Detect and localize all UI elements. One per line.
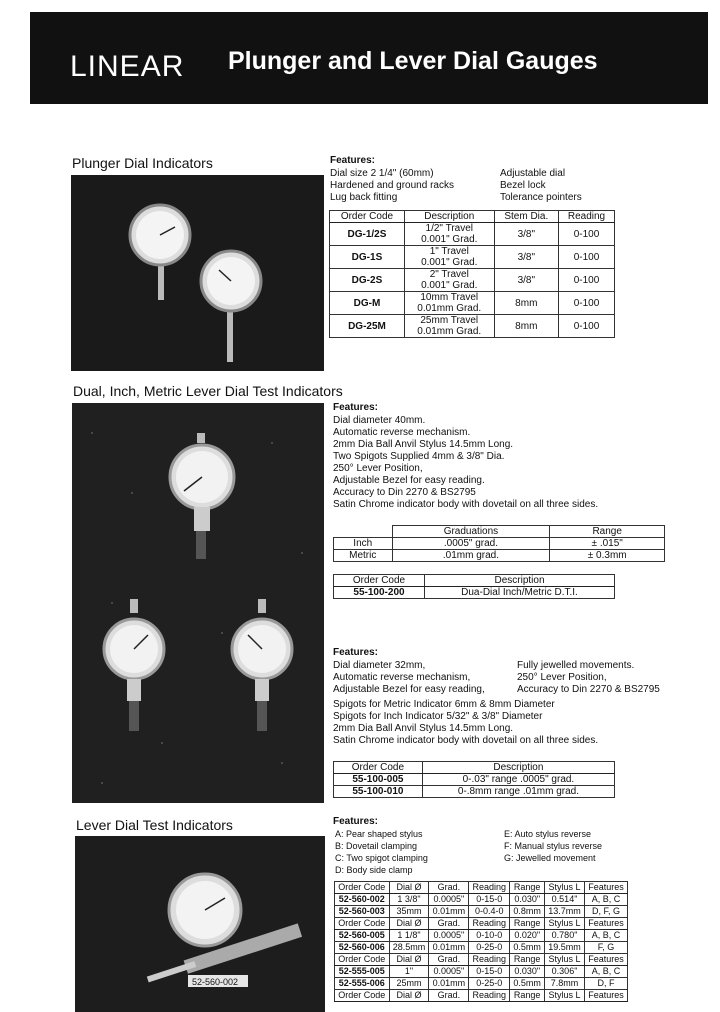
col-dial-dia: Dial Ø	[389, 990, 429, 1002]
dial-dia: 25mm	[389, 978, 429, 990]
table-row	[335, 906, 628, 918]
graduation: .01mm grad.	[392, 550, 550, 562]
dial-dia: 1 3/8"	[389, 894, 429, 906]
plunger-heading: Plunger Dial Indicators	[72, 155, 213, 171]
range: ± 0.3mm	[550, 550, 665, 562]
order-code: DG-M	[330, 292, 405, 315]
col-features: Features	[584, 990, 627, 1002]
col-stem-dia: Stem Dia.	[494, 211, 558, 223]
col-order-code: Order Code	[330, 211, 405, 223]
table-row	[334, 786, 615, 798]
table-row	[330, 246, 615, 269]
single-features-label: Features:	[333, 647, 379, 658]
col-description: Description	[425, 575, 615, 587]
dual-order-table	[333, 574, 615, 599]
dual-features	[333, 415, 598, 511]
description	[404, 223, 494, 246]
description: 0-.8mm range .01mm grad.	[422, 786, 614, 798]
table-row	[335, 930, 628, 942]
features: A, B, C	[584, 894, 627, 906]
description	[404, 269, 494, 292]
single-features-right	[517, 660, 660, 696]
col-order-code: Order Code	[335, 990, 390, 1002]
single-features-left	[333, 660, 485, 696]
features: A, B, C	[584, 966, 627, 978]
col-range: Range	[510, 918, 545, 930]
feature-item: Spigots for Inch Indicator 5/32" & 3/8" Diameter	[333, 711, 543, 722]
dual-heading: Dual, Inch, Metric Lever Dial Test Indicators	[73, 383, 343, 399]
stylus-length: 13.7mm	[545, 906, 585, 918]
col-dial-dia: Dial Ø	[389, 918, 429, 930]
col-order-code: Order Code	[334, 575, 425, 587]
feature-item: 250° Lever Position,	[517, 672, 607, 683]
table-row	[335, 966, 628, 978]
range-header: Range	[550, 526, 665, 538]
col-reading: Reading	[469, 990, 510, 1002]
dial-dia: 28.5mm	[389, 942, 429, 954]
lever-features-left	[335, 828, 428, 876]
col-dial-dia: Dial Ø	[389, 882, 429, 894]
table-header-row	[335, 918, 628, 930]
desc-travel: 1/2" Travel	[425, 223, 473, 234]
features: D, F, G	[584, 906, 627, 918]
feature-item: E: Auto stylus reverse	[504, 829, 592, 839]
order-code: DG-2S	[330, 269, 405, 292]
order-code: 52-560-003	[335, 906, 390, 918]
plunger-features-left	[330, 168, 454, 204]
stylus-length: 0.514"	[545, 894, 585, 906]
table-row	[335, 942, 628, 954]
col-stylus-length: Stylus L	[545, 882, 585, 894]
lever-indicators-image	[72, 403, 324, 803]
brand-logo: LINEAR	[70, 50, 185, 83]
stylus-length: 7.8mm	[545, 978, 585, 990]
feature-item: B: Dovetail clamping	[335, 841, 418, 851]
reading: 0-100	[558, 315, 614, 338]
reading: 0-25-0	[469, 942, 510, 954]
order-code: 55-100-010	[334, 786, 423, 798]
lever-features-right	[504, 828, 602, 864]
order-code: DG-1S	[330, 246, 405, 269]
order-code: 55-100-200	[334, 587, 425, 599]
table-row	[330, 315, 615, 338]
table-header-row	[335, 882, 628, 894]
col-order-code: Order Code	[335, 918, 390, 930]
stylus-length: 19.5mm	[545, 942, 585, 954]
desc-travel: 25mm Travel	[420, 315, 479, 326]
range: 0.030"	[510, 894, 545, 906]
col-stylus-length: Stylus L	[545, 918, 585, 930]
table-header-row	[335, 990, 628, 1002]
feature-item: A: Pear shaped stylus	[335, 829, 423, 839]
feature-item: Accuracy to Din 2270 & BS2795	[517, 684, 660, 695]
stem-dia: 8mm	[494, 292, 558, 315]
order-code: 55-100-005	[334, 774, 423, 786]
unit-name: Metric	[334, 550, 393, 562]
grad: 0.01mm	[429, 978, 469, 990]
col-description: Description	[404, 211, 494, 223]
feature-item: F: Manual stylus reverse	[504, 841, 603, 851]
unit-name: Inch	[334, 538, 393, 550]
col-description: Description	[422, 762, 614, 774]
table-header-row	[334, 575, 615, 587]
table-header-row	[335, 954, 628, 966]
col-reading: Reading	[469, 882, 510, 894]
stylus-length: 0.306"	[545, 966, 585, 978]
col-reading: Reading	[469, 918, 510, 930]
feature-item: Tolerance pointers	[500, 192, 582, 203]
feature-item: Automatic reverse mechanism,	[333, 672, 471, 683]
feature-item: Satin Chrome indicator body with dovetail on all three sides.	[333, 499, 599, 510]
col-grad: Grad.	[429, 882, 469, 894]
plunger-photo	[71, 175, 324, 371]
stem-dia: 3/8"	[494, 269, 558, 292]
grad: 0.0005"	[429, 930, 469, 942]
reading: 0-100	[558, 269, 614, 292]
table-row	[330, 223, 615, 246]
order-code: 52-560-005	[335, 930, 390, 942]
feature-item: G: Jewelled movement	[504, 853, 596, 863]
plunger-features-right	[500, 168, 582, 204]
grad: 0.01mm	[429, 942, 469, 954]
feature-item: 2mm Dia Ball Anvil Stylus 14.5mm Long.	[333, 439, 514, 450]
dial-dia: 1"	[389, 966, 429, 978]
order-code: 52-560-002	[335, 894, 390, 906]
col-reading: Reading	[469, 954, 510, 966]
dual-photo	[72, 403, 324, 803]
grad: 0.0005"	[429, 894, 469, 906]
feature-item: Satin Chrome indicator body with dovetail on all three sides.	[333, 735, 599, 746]
desc-grad: 0.001" Grad.	[421, 257, 478, 268]
table-row	[334, 550, 665, 562]
feature-item: Adjustable dial	[500, 168, 566, 179]
feature-item: Fully jewelled movements.	[517, 660, 635, 671]
plunger-features-label: Features:	[330, 155, 376, 166]
reading: 0-100	[558, 246, 614, 269]
col-dial-dia: Dial Ø	[389, 954, 429, 966]
features: F, G	[584, 942, 627, 954]
table-row	[334, 538, 665, 550]
stem-dia: 3/8"	[494, 223, 558, 246]
desc-grad: 0.001" Grad.	[421, 280, 478, 291]
desc-grad: 0.01mm Grad.	[417, 326, 482, 337]
desc-grad: 0.001" Grad.	[421, 234, 478, 245]
page-title: Plunger and Lever Dial Gauges	[228, 47, 598, 75]
reading: 0-100	[558, 292, 614, 315]
feature-item: Automatic reverse mechanism.	[333, 427, 471, 438]
feature-item: Two Spigots Supplied 4mm & 3/8" Dia.	[333, 451, 505, 462]
col-features: Features	[584, 954, 627, 966]
table-header-row	[334, 762, 615, 774]
table-row	[334, 587, 615, 599]
range: 0.030"	[510, 966, 545, 978]
col-grad: Grad.	[429, 990, 469, 1002]
feature-item: Accuracy to Din 2270 & BS2795	[333, 487, 476, 498]
col-grad: Grad.	[429, 918, 469, 930]
feature-item: Spigots for Metric Indicator 6mm & 8mm Diameter	[333, 699, 555, 710]
table-row	[330, 292, 615, 315]
table-header-row	[330, 211, 615, 223]
range: 0.8mm	[510, 906, 545, 918]
range: 0.5mm	[510, 942, 545, 954]
feature-item: C: Two spigot clamping	[335, 853, 428, 863]
reading: 0-25-0	[469, 978, 510, 990]
features: A, B, C	[584, 930, 627, 942]
range: 0.5mm	[510, 978, 545, 990]
feature-item: Hardened and ground racks	[330, 180, 454, 191]
reading: 0-0.4-0	[469, 906, 510, 918]
lever-photo	[75, 836, 325, 1012]
feature-item: Dial diameter 32mm,	[333, 660, 426, 671]
col-features: Features	[584, 882, 627, 894]
feature-item: Bezel lock	[500, 180, 546, 191]
table-row	[334, 774, 615, 786]
col-order-code: Order Code	[334, 762, 423, 774]
feature-item: Lug back fitting	[330, 192, 398, 203]
feature-item: Dial size 2 1/4" (60mm)	[330, 168, 434, 179]
order-code: DG-25M	[330, 315, 405, 338]
col-reading: Reading	[558, 211, 614, 223]
order-code: DG-1/2S	[330, 223, 405, 246]
description	[404, 246, 494, 269]
feature-item: 2mm Dia Ball Anvil Stylus 14.5mm Long.	[333, 723, 514, 734]
table-row	[335, 978, 628, 990]
grad: 0.0005"	[429, 966, 469, 978]
description	[404, 292, 494, 315]
stem-dia: 8mm	[494, 315, 558, 338]
dial-dia: 1 1/8"	[389, 930, 429, 942]
feature-item: Adjustable Bezel for easy reading,	[333, 684, 485, 695]
single-order-table	[333, 761, 615, 798]
stylus-length: 0.780"	[545, 930, 585, 942]
feature-item: Dial diameter 40mm.	[333, 415, 426, 426]
col-grad: Grad.	[429, 954, 469, 966]
desc-travel: 1" Travel	[429, 246, 469, 257]
photo-part-label: 52-560-002	[192, 977, 239, 987]
col-features: Features	[584, 918, 627, 930]
col-range: Range	[510, 990, 545, 1002]
order-code: 52-555-006	[335, 978, 390, 990]
description	[404, 315, 494, 338]
col-order-code: Order Code	[335, 954, 390, 966]
feature-item: D: Body side clamp	[335, 865, 413, 875]
dual-graduation-table	[333, 525, 665, 562]
table-row	[334, 526, 665, 538]
table-row	[330, 269, 615, 292]
spacer-cell	[334, 526, 393, 538]
reading: 0-10-0	[469, 930, 510, 942]
order-code: 52-560-006	[335, 942, 390, 954]
stem-dia: 3/8"	[494, 246, 558, 269]
desc-travel: 2" Travel	[429, 269, 469, 280]
reading: 0-15-0	[469, 894, 510, 906]
col-stylus-length: Stylus L	[545, 990, 585, 1002]
single-features-more	[333, 699, 598, 747]
order-code: 52-555-005	[335, 966, 390, 978]
feature-item: Adjustable Bezel for easy reading.	[333, 475, 485, 486]
grad: 0.01mm	[429, 906, 469, 918]
feature-item: 250° Lever Position,	[333, 463, 423, 474]
lever-spec-table	[334, 881, 628, 1002]
dial-dia: 35mm	[389, 906, 429, 918]
lever-features-label: Features:	[333, 816, 379, 827]
col-stylus-length: Stylus L	[545, 954, 585, 966]
features: D, F	[584, 978, 627, 990]
table-row	[335, 894, 628, 906]
graduations-header: Graduations	[392, 526, 550, 538]
desc-travel: 10mm Travel	[420, 292, 479, 303]
reading: 0-100	[558, 223, 614, 246]
description: 0-.03" range .0005" grad.	[422, 774, 614, 786]
dual-features-label: Features:	[333, 402, 379, 413]
col-order-code: Order Code	[335, 882, 390, 894]
col-range: Range	[510, 882, 545, 894]
lever-heading: Lever Dial Test Indicators	[76, 817, 233, 833]
desc-grad: 0.01mm Grad.	[417, 303, 482, 314]
range: ± .015"	[550, 538, 665, 550]
description: Dua-Dial Inch/Metric D.T.I.	[425, 587, 615, 599]
plunger-gauges-image	[71, 175, 324, 371]
col-range: Range	[510, 954, 545, 966]
graduation: .0005" grad.	[392, 538, 550, 550]
plunger-order-table	[329, 210, 615, 338]
range: 0.020"	[510, 930, 545, 942]
header-banner	[30, 12, 708, 104]
reading: 0-15-0	[469, 966, 510, 978]
